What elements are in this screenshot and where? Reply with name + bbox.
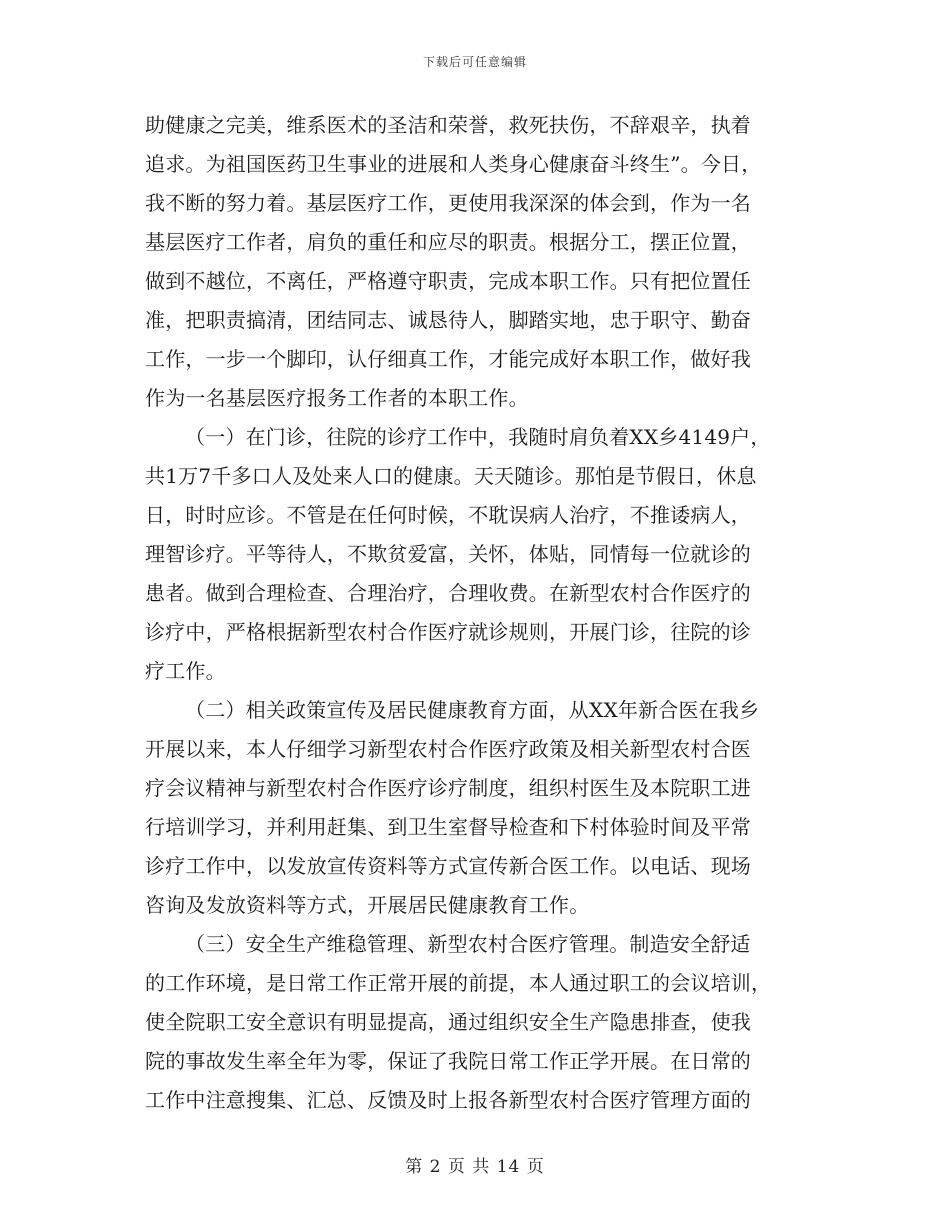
text-line: 诊疗中，严格根据新型农村合作医疗就诊规则，开展门诊，往院的诊: [145, 620, 751, 644]
text-line: 疗会议精神与新型农村合作医疗诊疗制度，组织村医生及本院职工进: [145, 776, 751, 800]
text-line: 共1万7千多口人及处来人口的健康。天天随诊。那怕是节假日，休息: [145, 464, 757, 488]
text-line: 作为一名基层医疗报务工作者的本职工作。: [145, 386, 529, 410]
text-line: 助健康之完美，维系医术的圣洁和荣誉，救死扶伤，不辞艰辛，执着: [145, 113, 751, 137]
text-line: 追求。为祖国医药卫生事业的进展和人类身心健康奋斗终生”。今日，: [145, 152, 762, 176]
document-body: [145, 106, 805, 1120]
text-line: 疗工作。: [145, 659, 226, 683]
page-header: 下载后可任意编辑: [422, 55, 527, 69]
text-line: 行培训学习，并利用赶集、到卫生室督导检查和下村体验时间及平常: [145, 815, 751, 839]
text-line: 准，把职责搞清，团结同志、诚恳待人，脚踏实地，忠于职守、勤奋: [145, 308, 751, 332]
page-number-footer: 第 2 页 共 14 页: [405, 1157, 545, 1177]
text-line: 开展以来，本人仔细学习新型农村合作医疗政策及相关新型农村合医: [145, 737, 751, 761]
paragraph-start-line: （一）在门诊，往院的诊疗工作中，我随时肩负着XX乡4149户，: [185, 425, 771, 449]
text-line: 使全院职工安全意识有明显提高，通过组织安全生产隐患排查，使我: [145, 1010, 751, 1034]
text-line: 工作中注意搜集、汇总、反馈及时上报各新型农村合医疗管理方面的: [145, 1088, 751, 1112]
paragraph-start-line: （二）相关政策宣传及居民健康教育方面，从XX年新合医在我乡: [185, 698, 760, 722]
text-line: 日，时时应诊。不管是在任何时候，不耽误病人治疗，不推诿病人，: [145, 503, 751, 527]
text-line: 我不断的努力着。基层医疗工作，更使用我深深的体会到，作为一名: [145, 191, 751, 215]
text-line: 院的事故发生率全年为零，保证了我院日常工作正学开展。在日常的: [145, 1049, 751, 1073]
text-line: 做到不越位，不离任，严格遵守职责，完成本职工作。只有把位置任: [145, 269, 751, 293]
text-line: 诊疗工作中，以发放宣传资料等方式宣传新合医工作。以电话、现场: [145, 854, 751, 878]
text-line: 的工作环境，是日常工作正常开展的前提，本人通过职工的会议培训，: [145, 971, 772, 995]
paragraph-start-line: （三）安全生产维稳管理、新型农村合医疗管理。制造安全舒适: [185, 932, 751, 956]
text-line: 患者。做到合理检查、合理治疗，合理收费。在新型农村合作医疗的: [145, 581, 751, 605]
text-line: 咨询及发放资料等方式，开展居民健康教育工作。: [145, 893, 590, 917]
text-line: 理智诊疗。平等待人，不欺贫爱富，关怀，体贴，同情每一位就诊的: [145, 542, 751, 566]
text-line: 基层医疗工作者，肩负的重任和应尽的职责。根据分工，摆正位置，: [145, 230, 751, 254]
text-line: 工作，一步一个脚印，认仔细真工作，才能完成好本职工作，做好我: [145, 347, 751, 371]
